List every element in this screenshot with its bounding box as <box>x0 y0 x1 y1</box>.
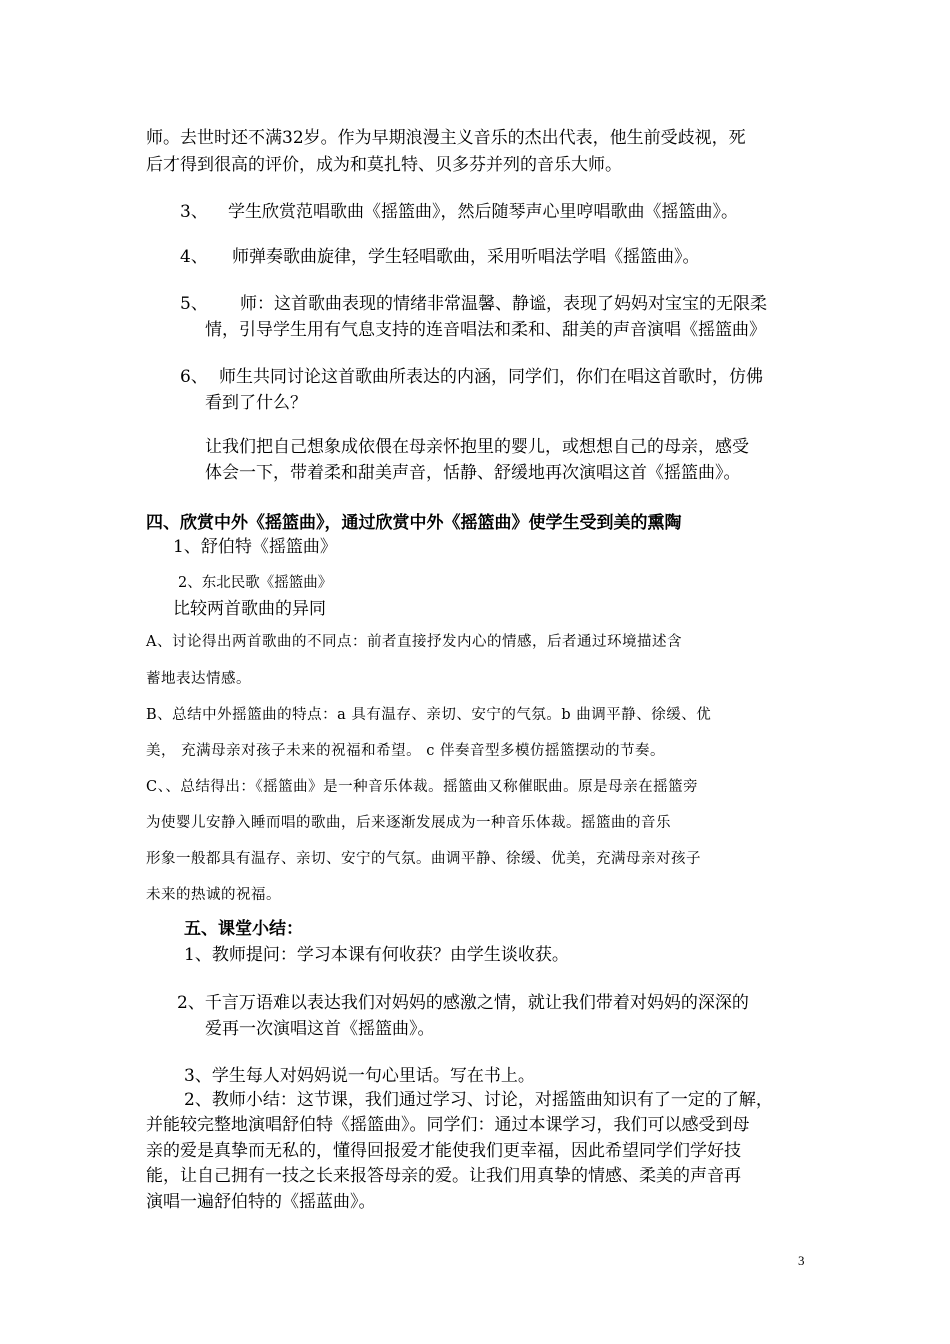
section-4-compare: 比较两首歌曲的异同 <box>173 599 326 619</box>
followup-line-1: 让我们把自己想象成依偎在母亲怀抱里的婴儿，或想想自己的母亲，感受 <box>205 437 749 457</box>
summary-line-4: 能，让自己拥有一技之长来报答母亲的爱。让我们用真挚的情感、柔美的声音再 <box>146 1166 741 1186</box>
point-a-line-1: A、讨论得出两首歌曲的不同点：前者直接抒发内心的情感，后者通过环境描述含 <box>146 634 682 650</box>
step-5-text-line-1: 师：这首歌曲表现的情绪非常温馨、静谧，表现了妈妈对宝宝的无限柔 <box>240 294 767 314</box>
intro-line-2: 后才得到很高的评价，成为和莫扎特、贝多芬并列的音乐大师。 <box>146 155 622 175</box>
step-3-text: 学生欣赏范唱歌曲《摇篮曲》，然后随琴声心里哼唱歌曲《摇篮曲》。 <box>228 202 738 222</box>
section-4-item-1: 1、舒伯特《摇篮曲》 <box>173 537 337 557</box>
followup-line-2: 体会一下，带着柔和甜美声音，恬静、舒缓地再次演唱这首《摇篮曲》。 <box>205 463 741 483</box>
step-5-text-line-2: 情，引导学生用有气息支持的连音唱法和柔和、甜美的声音演唱《摇篮曲》 <box>205 320 766 340</box>
summary-line-5: 演唱一遍舒伯特的《摇蓝曲》。 <box>146 1192 376 1212</box>
point-c-line-3: 形象一般都具有温存、亲切、安宁的气氛。曲调平静、徐缓、优美，充满母亲对孩子 <box>146 851 701 867</box>
intro-line-1: 师。去世时还不满32岁。作为早期浪漫主义音乐的杰出代表，他生前受歧视，死 <box>146 128 746 148</box>
section-4-item-2: 2、东北民歌《摇篮曲》 <box>178 575 333 591</box>
summary-line-2: 并能较完整地演唱舒伯特《摇篮曲》。同学们：通过本课学习，我们可以感受到母 <box>146 1115 750 1135</box>
point-b-line-1: B、总结中外摇篮曲的特点：a 具有温存、亲切、安宁的气氛。b 曲调平静、徐缓、优 <box>146 707 712 723</box>
summary-line-1: 2、教师小结：这节课，我们通过学习、讨论，对摇篮曲知识有了一定的了解， <box>184 1090 773 1110</box>
step-6-text-line-1: 师生共同讨论这首歌曲所表达的内涵，同学们，你们在唱这首歌时，仿佛 <box>219 367 763 387</box>
section-5-item-1: 1、教师提问：学习本课有何收获？由学生谈收获。 <box>184 945 569 965</box>
point-c-line-1: C、、总结得出：《摇篮曲》是一种音乐体裁。摇篮曲又称催眠曲。原是母亲在摇篮旁 <box>146 779 699 795</box>
step-4-text: 师弹奏歌曲旋律，学生轻唱歌曲，采用听唱法学唱《摇篮曲》。 <box>232 247 700 267</box>
section-4-heading: 四、欣赏中外《摇篮曲》，通过欣赏中外《摇篮曲》使学生受到美的熏陶 <box>146 513 682 533</box>
section-5-item-2-line-2: 爱再一次演唱这首《摇篮曲》。 <box>205 1019 435 1039</box>
point-c-line-2: 为使婴儿安静入睡而唱的歌曲，后来逐渐发展成为一种音乐体裁。摇篮曲的音乐 <box>146 815 671 831</box>
point-b-line-2: 美， 充满母亲对孩子未来的祝福和希望。 c 伴奏音型多模仿摇篮摆动的节奏。 <box>146 743 665 759</box>
step-6-text-line-2: 看到了什么？ <box>205 393 307 413</box>
step-6-number: 6、 <box>180 367 208 387</box>
section-5-item-2-line-1: 2、千言万语难以表达我们对妈妈的感激之情，就让我们带着对妈妈的深深的 <box>177 993 749 1013</box>
point-a-line-2: 蓄地表达情感。 <box>146 671 251 687</box>
step-4-number: 4、 <box>180 247 208 267</box>
section-5-item-3: 3、学生每人对妈妈说一句心里话。写在书上。 <box>184 1066 535 1086</box>
summary-line-3: 亲的爱是真挚而无私的，懂得回报爱才能使我们更幸福，因此希望同学们学好技 <box>146 1141 741 1161</box>
page-number: 3 <box>798 1253 805 1268</box>
point-c-line-4: 未来的热诚的祝福。 <box>146 887 281 903</box>
step-3-number: 3、 <box>180 202 208 222</box>
section-5-heading: 五、课堂小结： <box>184 919 303 939</box>
step-5-number: 5、 <box>180 294 208 314</box>
